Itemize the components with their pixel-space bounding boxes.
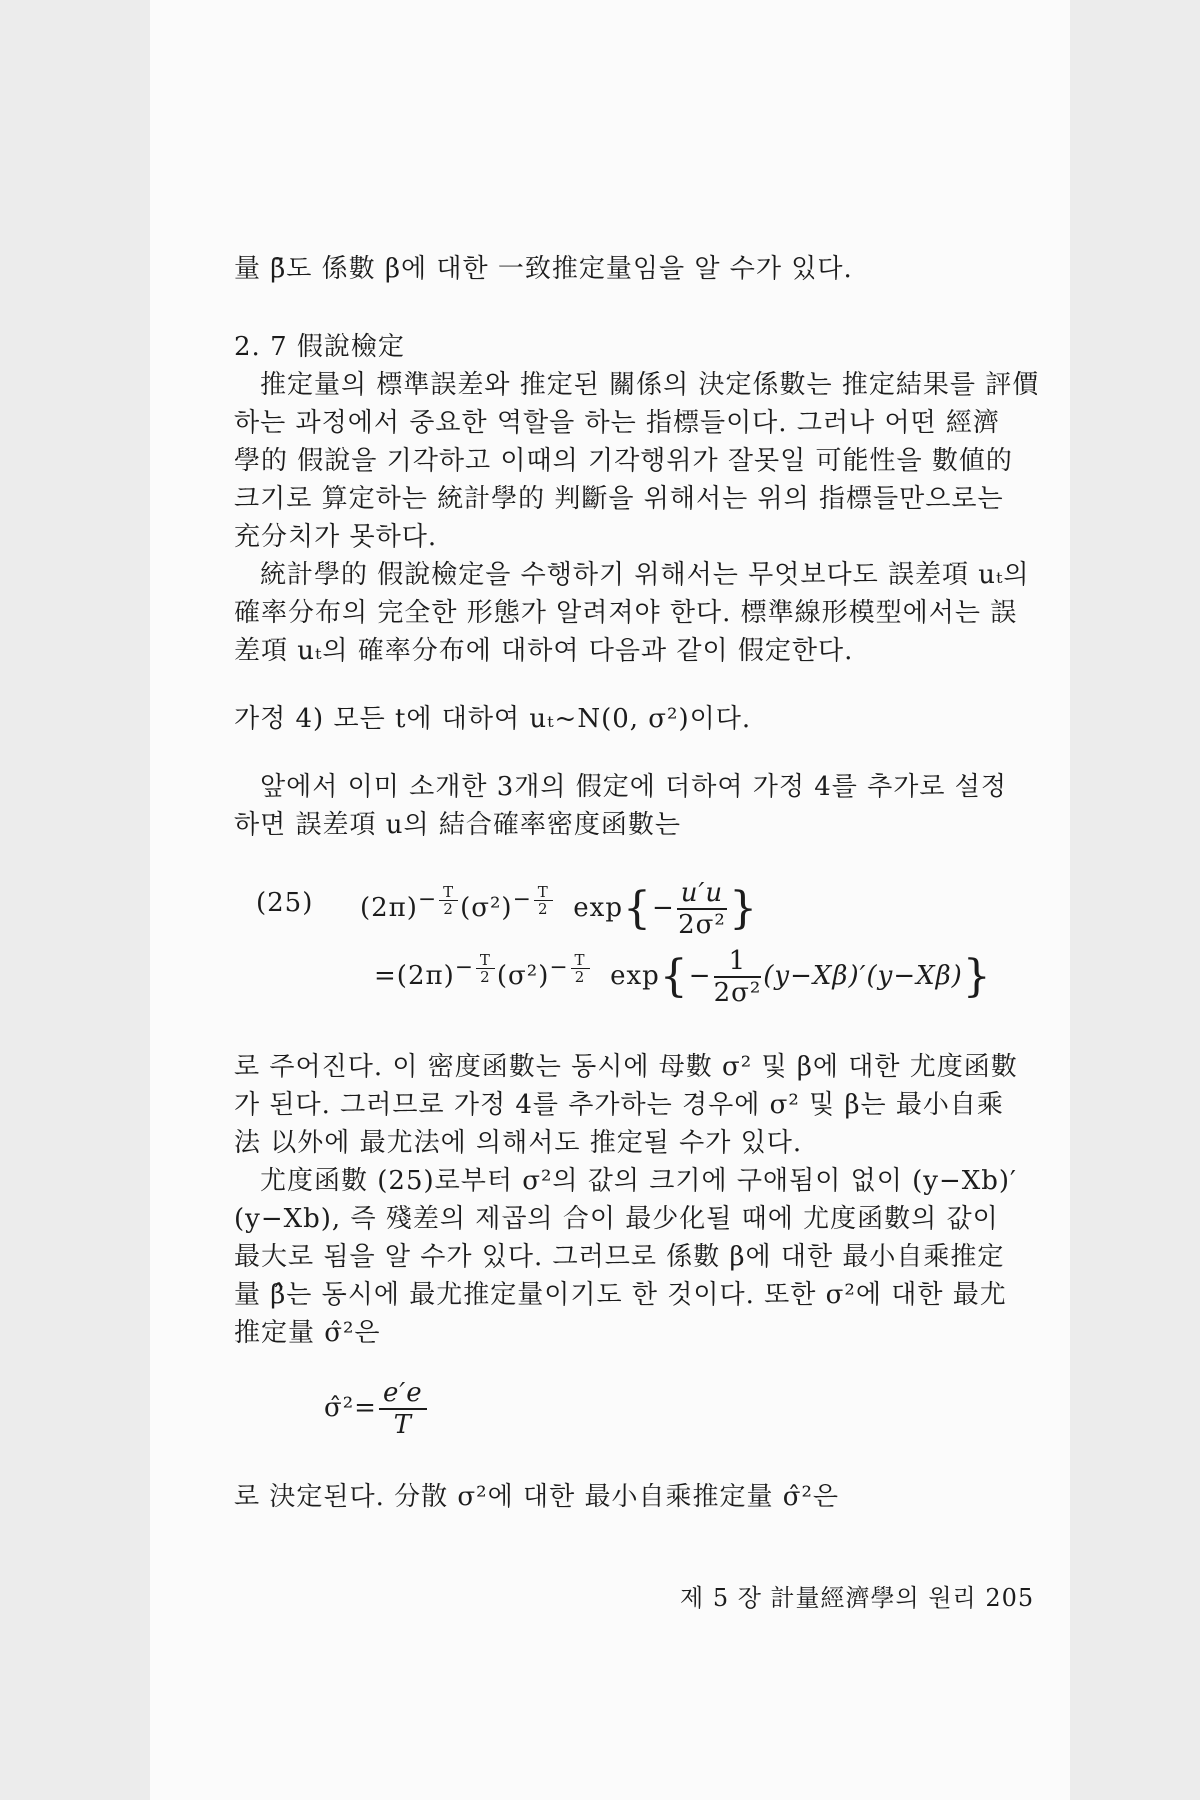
paragraph-standard-errors [234, 366, 1066, 556]
eq-term: T [534, 884, 553, 901]
eq-term: 2σ² [713, 978, 762, 1008]
text-line: 學的 假說을 기각하고 이때의 기각행위가 잘못일 可能性을 數値的 [234, 446, 1013, 476]
eq-term: u′u [677, 878, 727, 910]
eq-term: exp [573, 893, 623, 923]
eq-term: − [651, 893, 675, 923]
eq-term: − [512, 887, 532, 913]
eq-term: 1 [714, 946, 762, 978]
paragraph-max-likelihood [234, 1162, 1066, 1352]
eq-term: σ̂²= [324, 1393, 377, 1423]
text-line: 量 β̂는 동시에 最尤推定量이기도 한 것이다. 또한 σ²에 대한 最尤 [234, 1280, 1007, 1310]
eq-term: 2σ² [678, 910, 726, 940]
text-line: 하면 誤差項 u의 結合確率密度函數는 [234, 810, 682, 840]
equation-number: (25) [256, 888, 314, 918]
text-line: 앞에서 이미 소개한 3개의 假定에 더하여 가정 4를 추가로 설정 [260, 772, 1008, 802]
text-line: 差項 uₜ의 確率分布에 대하여 다음과 같이 假定한다. [234, 636, 854, 666]
assumption-4: 가정 4) 모든 t에 대하여 uₜ~N(0, σ²)이다. [234, 704, 752, 734]
text-line: 充分치가 못하다. [234, 522, 438, 552]
equation-25 [234, 878, 1066, 1028]
eq-term: T [393, 1410, 412, 1440]
equation-25-line-1: $(2\pi)^{- \frac{T}{2}}$ $(\sigma^2)^{- \frac{T}{2}}$ exp{− $\frac{u'u}{\text{2σ²}}$ } [360, 878, 759, 940]
eq-term: − [417, 887, 438, 913]
paragraph-joint-density [234, 768, 1066, 844]
eq-term: − [454, 955, 474, 981]
document-page [150, 0, 1070, 1800]
text-line: 로 주어진다. 이 密度函數는 동시에 母數 σ² 및 β에 대한 尤度函數 [234, 1052, 1018, 1082]
text-line: 量 β̄도 係數 β에 대한 一致推定量임을 알 수가 있다. [234, 254, 853, 284]
text-line: 法 以外에 最尤法에 의해서도 推定될 수가 있다. [234, 1128, 803, 1158]
eq-term: − [688, 961, 712, 991]
text-line: 推定量의 標準誤差와 推定된 關係의 決定係數는 推定結果를 評價 [260, 370, 1040, 400]
eq-term: (σ²) [460, 893, 513, 923]
equation-sigma-hat [324, 1378, 1066, 1458]
text-line: 統計學的 假說檢定을 수행하기 위해서는 무엇보다도 誤差項 uₜ의 [260, 560, 1030, 590]
equation-25-line-2: $=(2\pi)^{- \frac{T}{2}}$ $(\sigma^2)^{- \frac{T}{2}}$ exp{− $\frac{1}{\text{2σ²}}$ (y−Xβ)′(y−Xβ)} [374, 946, 992, 1008]
eq-term: (2π) [360, 893, 418, 923]
paragraph-hypothesis-testing [234, 556, 1066, 670]
eq-term: exp [610, 961, 660, 991]
eq-term: 2 [537, 899, 549, 918]
text-line: 尤度函數 (25)로부터 σ²의 값의 크기에 구애됨이 없이 (y−Xb)′ [260, 1166, 1017, 1196]
paragraph-likelihood [234, 1048, 1066, 1162]
text-line: 크기로 算定하는 統計學的 判斷을 위해서는 위의 指標들만으로는 [234, 484, 1004, 514]
page-footer: 제 5 장 計量經濟學의 원리 205 [680, 1584, 1035, 1612]
eq-term: − [549, 955, 569, 981]
text-line: 確率分布의 完全한 形態가 알려져야 한다. 標準線形模型에서는 誤 [234, 598, 1018, 628]
text-line: 로 決定된다. 分散 σ²에 대한 最小自乘推定量 σ̂²은 [234, 1482, 840, 1512]
page-content [234, 250, 1066, 1516]
section-heading: 2. 7 假說檢定 [234, 332, 405, 362]
eq-term: (2π) [396, 961, 455, 991]
text-line: 가 된다. 그러므로 가정 4를 추가하는 경우에 σ² 및 β는 最小自乘 [234, 1090, 1004, 1120]
eq-term: 2 [574, 967, 586, 986]
text-line: 推定量 σ̂²은 [234, 1318, 381, 1348]
eq-term: 2 [480, 967, 491, 986]
eq-term: 2 [443, 899, 454, 918]
eq-term: T [571, 952, 590, 969]
eq-term: T [439, 884, 458, 901]
eq-term: (y−Xβ)′(y−Xβ) [763, 961, 963, 991]
text-line: (y−Xb), 즉 殘差의 제곱의 合이 最少化될 때에 尤度函數의 값이 [234, 1204, 999, 1234]
eq-term: e′e [379, 1378, 427, 1410]
text-line: 하는 과정에서 중요한 역할을 하는 指標들이다. 그러나 어떤 經濟 [234, 408, 1000, 438]
eq-term: T [476, 952, 495, 969]
eq-term: (σ²) [496, 961, 550, 991]
eq-term: = [374, 961, 397, 991]
text-line: 最大로 됨을 알 수가 있다. 그러므로 係數 β에 대한 最小自乘推定 [234, 1242, 1005, 1272]
